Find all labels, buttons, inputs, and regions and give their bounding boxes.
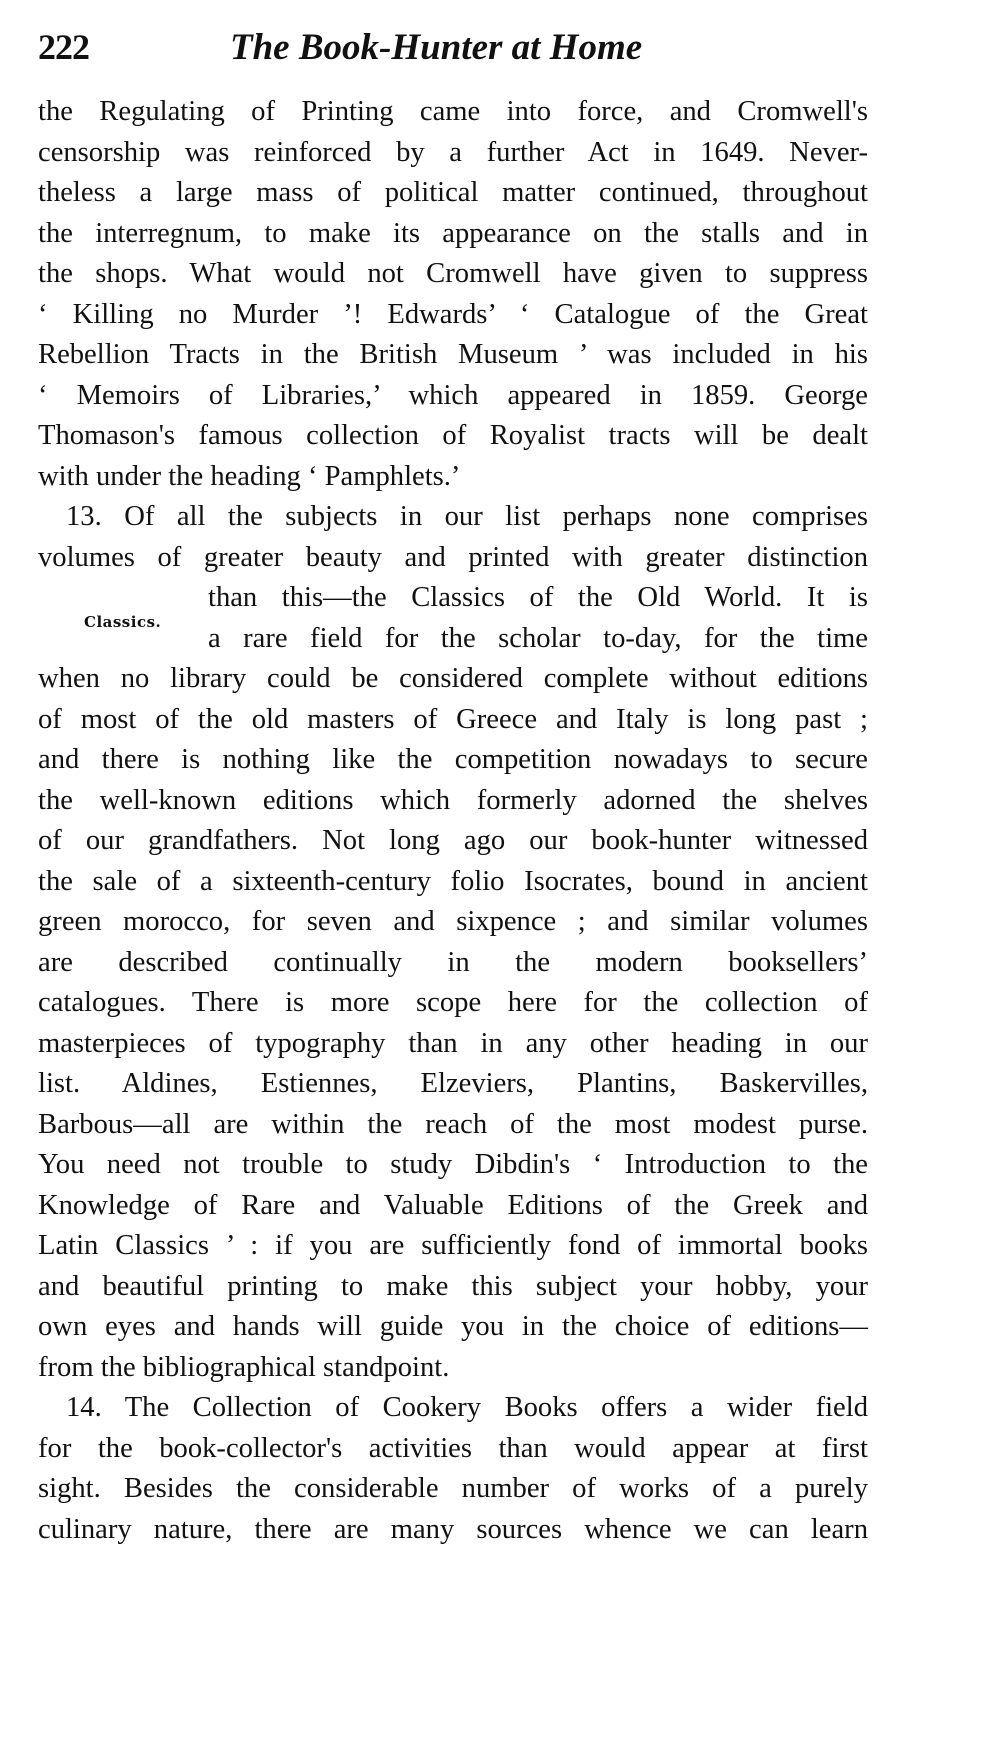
text-line: Thomason's famous collection of Royalist tracts will be dealt — [38, 420, 868, 451]
text-line: list. Aldines, Estiennes, Elzeviers, Plantins, Baskervilles, — [38, 1068, 868, 1099]
text-line: 14. The Collection of Cookery Books offers a wider field — [66, 1392, 868, 1423]
text-line: 13. Of all the subjects in our list perhaps none comprises — [66, 501, 868, 532]
text-line: theless a large mass of political matter continued, throughout — [38, 177, 868, 208]
body-text — [38, 92, 868, 1550]
text-line: of our grandfathers. Not long ago our book-hunter witnessed — [38, 825, 868, 856]
text-line: of most of the old masters of Greece and Italy is long past ; — [38, 703, 868, 735]
text-line: Latin Classics ’ : if you are sufficiently fond of immortal books — [38, 1230, 868, 1261]
running-head — [38, 26, 868, 70]
text-line: culinary nature, there are many sources whence we can learn — [38, 1513, 868, 1545]
text-line: the Regulating of Printing came into force, and Cromwell's — [38, 96, 868, 127]
text-line: volumes of greater beauty and printed with greater distinction — [38, 541, 868, 573]
side-note-block — [38, 578, 868, 659]
paragraph — [38, 92, 868, 497]
text-line: a rare field for the scholar to-day, for the time — [208, 622, 868, 654]
side-note-classics: Classics. — [84, 613, 162, 631]
text-line: and there is nothing like the competition nowadays to secure — [38, 744, 868, 775]
text-line: censorship was reinforced by a further Act in 1649. Never- — [38, 136, 868, 168]
text-line: own eyes and hands will guide you in the choice of editions— — [38, 1311, 868, 1342]
text-line: the well-known editions which formerly adorned the shelves — [38, 784, 868, 816]
running-title: The Book-Hunter at Home — [230, 27, 643, 68]
text-line: green morocco, for seven and sixpence ; and similar volumes — [38, 906, 868, 937]
text-line: ‘ Killing no Murder ’! Edwards’ ‘ Catalogue of the Great — [38, 298, 868, 330]
side-lines — [208, 578, 868, 659]
text-line: the sale of a sixteenth-century folio Isocrates, bound in ancient — [38, 865, 868, 897]
paragraph-classics — [38, 497, 868, 1388]
text-line: when no library could be considered complete without editions — [38, 663, 868, 694]
text-line: masterpieces of typography than in any other heading in our — [38, 1027, 868, 1059]
book-page — [38, 26, 868, 1550]
text-line: ‘ Memoirs of Libraries,’ which appeared in 1859. George — [38, 379, 868, 411]
text-line: Barbous—all are within the reach of the most modest purse. — [38, 1108, 868, 1140]
text-line: You need not trouble to study Dibdin's ‘ Introduction to the — [38, 1149, 868, 1180]
text-line: sight. Besides the considerable number of works of a purely — [38, 1473, 868, 1504]
text-line: catalogues. There is more scope here for the collection of — [38, 987, 868, 1018]
text-line: with under the heading ‘ Pamphlets.’ — [38, 460, 461, 492]
text-line: than this—the Classics of the Old World. It is — [208, 582, 868, 613]
text-line: and beautiful printing to make this subject your hobby, your — [38, 1270, 868, 1302]
text-line: from the bibliographical standpoint. — [38, 1351, 450, 1383]
text-line: Rebellion Tracts in the British Museum ’ was included in his — [38, 339, 868, 370]
text-line: are described continually in the modern booksellers’ — [38, 946, 868, 978]
text-line: Knowledge of Rare and Valuable Editions of the Greek and — [38, 1189, 868, 1221]
text-line: for the book-collector's activities than would appear at first — [38, 1432, 868, 1464]
text-line: the shops. What would not Cromwell have given to suppress — [38, 258, 868, 289]
page-number: 222 — [38, 27, 89, 67]
text-line: the interregnum, to make its appearance on the stalls and in — [38, 217, 868, 249]
paragraph-cookery — [38, 1388, 868, 1550]
